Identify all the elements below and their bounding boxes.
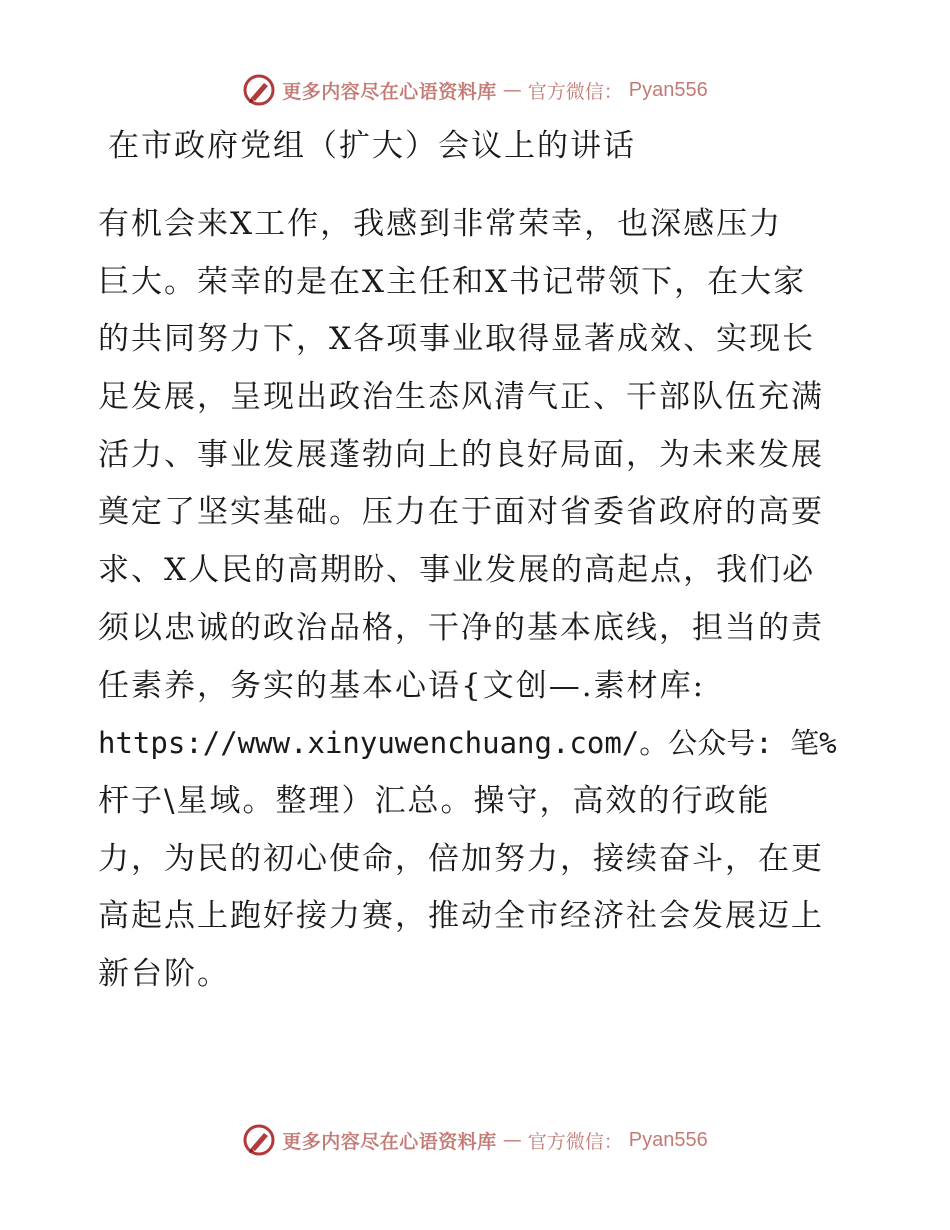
body-line: 活力、事业发展蓬勃向上的良好局面，为未来发展 [98, 436, 824, 473]
banner-wechat-id: Pyan556 [628, 1128, 708, 1151]
banner-dash: — [502, 1129, 522, 1151]
body-line: 的共同努力下，X各项事业取得显著成效、实现长 [98, 321, 816, 358]
banner-wechat-label: 官方微信： [527, 80, 623, 103]
banner-wechat-label: 官方微信： [527, 1130, 623, 1153]
body-line: 力，为民的初心使命，倍加努力，接续奋斗，在更 [98, 840, 824, 877]
body-line-url: https://www.xinyuwenchuang.com/。公众号: 笔% [98, 726, 837, 761]
header-watermark-banner [0, 70, 950, 110]
body-line: 求、X人民的高期盼、事业发展的高起点，我们必 [98, 552, 816, 589]
body-line: 巨大。荣幸的是在X主任和X书记带领下，在大家 [98, 263, 807, 300]
footer-watermark-banner [0, 1120, 950, 1160]
banner-dash: — [502, 79, 522, 101]
body-line: 新台阶。 [98, 955, 230, 992]
document-body [98, 196, 858, 1004]
body-line: 有机会来X工作，我感到非常荣幸，也深感压力 [98, 206, 783, 242]
pen-logo-icon [242, 1123, 276, 1157]
document-title: 在市政府党组（扩大）会议上的讲话 [108, 128, 636, 164]
banner-wechat-id: Pyan556 [628, 78, 708, 101]
banner-main-text: 更多内容尽在心语资料库 [282, 1130, 497, 1153]
body-line: 高起点上跑好接力赛，推动全市经济社会发展迈上 [98, 898, 824, 935]
body-line: 杆子\星域。整理）汇总。操守，高效的行政能 [98, 782, 771, 819]
pen-logo-icon [242, 73, 276, 107]
body-line: 足发展，呈现出政治生态风清气正、干部队伍充满 [98, 379, 824, 416]
body-line: 任素养，务实的基本心语{文创—.素材库: [98, 667, 706, 704]
banner-main-text: 更多内容尽在心语资料库 [282, 80, 497, 103]
body-line: 奠定了坚实基础。压力在于面对省委省政府的高要 [98, 494, 824, 531]
body-line: 须以忠诚的政治品格，干净的基本底线，担当的责 [98, 609, 824, 646]
